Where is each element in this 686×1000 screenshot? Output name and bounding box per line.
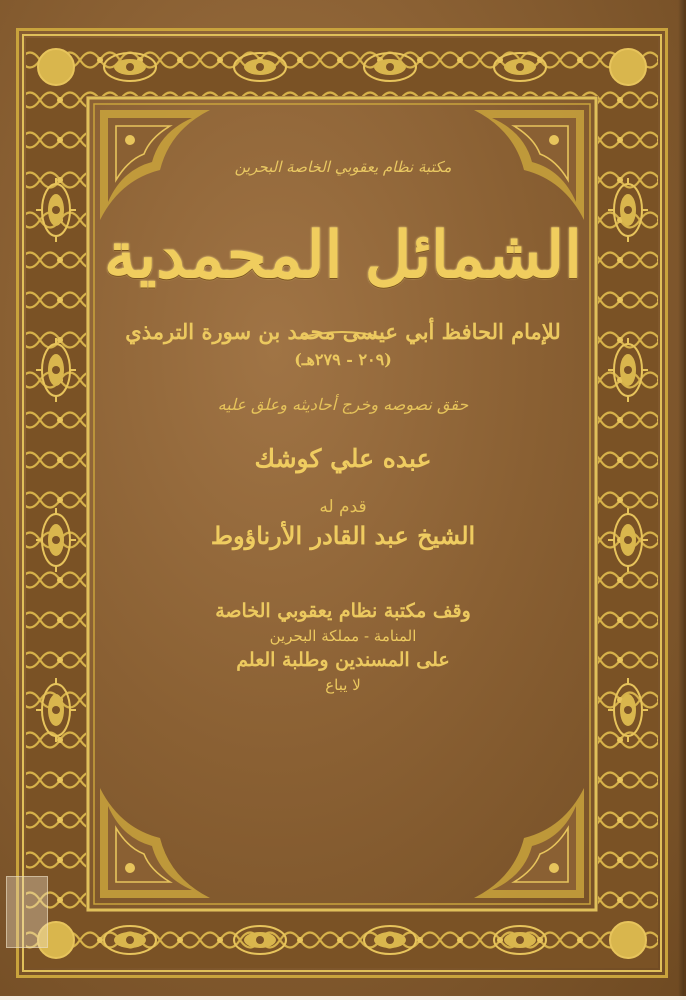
editor-name: عبده علي كوشك [254, 444, 432, 473]
book-title: الشمائل المحمدية [104, 218, 582, 293]
author-line: للإمام الحافظ أبي عيسى محمد بن سورة الترمذي [125, 319, 561, 344]
endowment-line-2: المنامة - مملكة البحرين [269, 626, 417, 645]
endowment-stamp [215, 598, 471, 697]
library-header: مكتبة نظام يعقوبي الخاصة البحرين [234, 158, 452, 176]
sheikh-name: الشيخ عبد القادر الأرناؤوط [210, 521, 476, 550]
library-watermark-icon [6, 876, 48, 948]
verification-line: حقق نصوصه وخرج أحاديثه وعلق عليه [217, 395, 469, 414]
presented-by: قدم له [319, 497, 367, 517]
endowment-line-3: على المسندين وطلبة العلم [236, 649, 450, 672]
author-dates: (٢٠٩ - ٢٧٩هـ) [294, 350, 392, 369]
endowment-line-1: وقف مكتبة نظام يعقوبي الخاصة [215, 600, 471, 622]
endowment-line-4: لا يباع [325, 675, 361, 694]
cover-text [100, 140, 586, 900]
